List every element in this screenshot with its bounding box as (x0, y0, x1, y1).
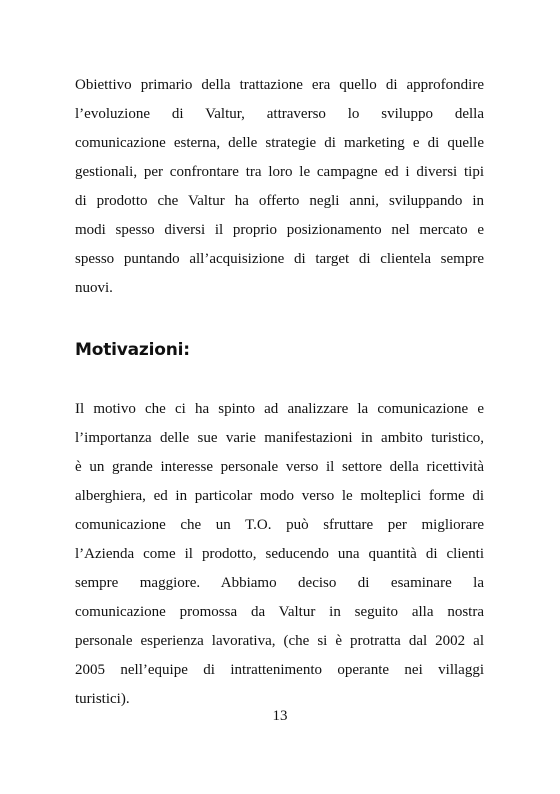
text-line: comunicazione promossa da Valtur in seguito alla nostra (75, 604, 484, 620)
text-line: comunicazione esterna, delle strategie di marketing e di quelle (75, 135, 484, 151)
text-line: di prodotto che Valtur ha offerto negli anni, sviluppando in (75, 193, 484, 209)
intro-paragraph (75, 71, 484, 303)
text-line: 2005 nell’equipe di intrattenimento operante nei villaggi (75, 662, 484, 678)
text-line: comunicazione che un T.O. può sfruttare per migliorare (75, 517, 484, 533)
text-line: l’Azienda come il prodotto, seducendo una quantità di clienti (75, 546, 484, 562)
text-line: modi spesso diversi il proprio posizionamento nel mercato e (75, 222, 484, 238)
text-line: Obiettivo primario della trattazione era quello di approfondire (75, 77, 484, 93)
text-line: l’importanza delle sue varie manifestazioni in ambito turistico, (75, 430, 484, 446)
page-number: 13 (272, 708, 288, 724)
text-line: è un grande interesse personale verso il settore della ricettività (75, 459, 484, 475)
text-line: gestionali, per confrontare tra loro le campagne ed i diversi tipi (75, 164, 484, 180)
text-line: nuovi. (75, 280, 113, 296)
text-line: spesso puntando all’acquisizione di target di clientela sempre (75, 251, 484, 267)
text-line: l’evoluzione di Valtur, attraverso lo sviluppo della (75, 106, 484, 122)
section-heading: Motivazioni: (75, 340, 190, 360)
text-line: sempre maggiore. Abbiamo deciso di esaminare la (75, 575, 484, 591)
text-line: turistici). (75, 691, 130, 707)
text-line: alberghiera, ed in particolar modo verso le molteplici forme di (75, 488, 484, 504)
text-line: personale esperienza lavorativa, (che si è protratta dal 2002 al (75, 633, 484, 649)
motivation-paragraph (75, 395, 484, 714)
text-line: Il motivo che ci ha spinto ad analizzare la comunicazione e (75, 401, 484, 417)
